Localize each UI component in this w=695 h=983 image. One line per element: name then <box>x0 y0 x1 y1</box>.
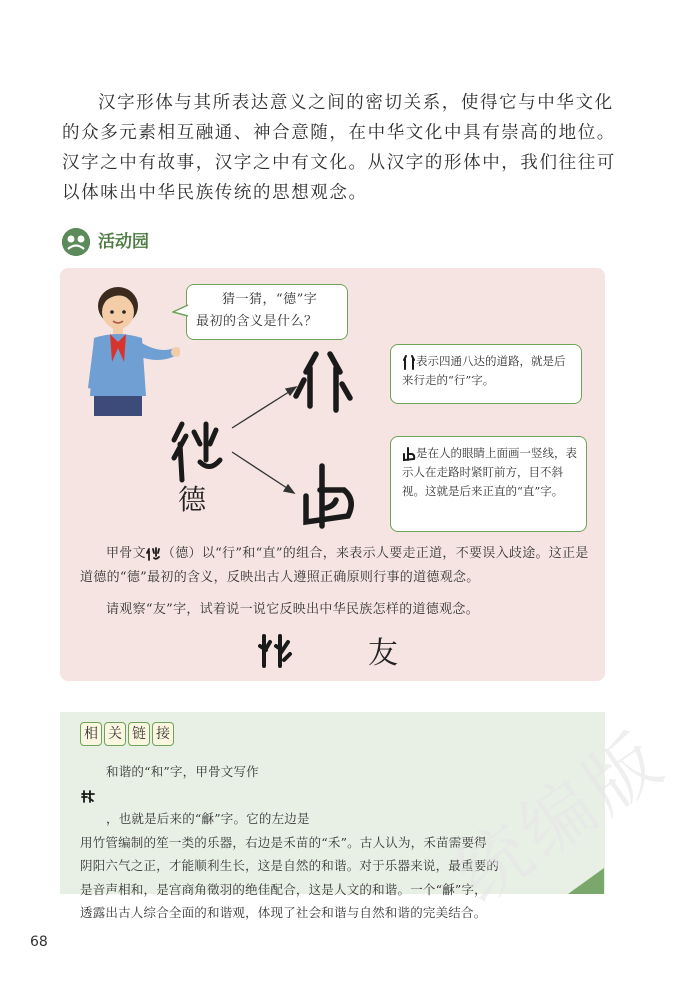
para1-suffix: （德）以“行”和“直”的组合，来表示人要走正道，不要误入歧途。这正是道德的“德”最初的含义，反映出古人遵照正确原则行事的道德观念。 <box>80 546 589 585</box>
activity-paragraph-1 <box>80 542 590 590</box>
intro-line-1: 汉字形体与其所表达意义之间的密切关系，使得它与中华文化 <box>98 93 614 113</box>
activity-icon <box>62 228 90 256</box>
activity-paragraph-2: 请观察“友”字，试着说一说它反映出中华民族怎样的道德观念。 <box>106 602 479 617</box>
title-char-3: 链 <box>128 722 150 746</box>
related-line-4: 是音声相和，是宫商角徵羽的绝佳配合，这是人文的和谐。一个“龢”字， <box>80 881 487 897</box>
zhi-explanation-text <box>402 444 580 501</box>
page-fold-corner <box>568 868 604 894</box>
oracle-de-glyph <box>174 424 220 480</box>
zhi-mini-glyph <box>402 446 416 462</box>
related-line-2: 用竹管编制的笙一类的乐器，右边是禾苗的“禾”。古人认为，禾苗需要得 <box>80 834 487 850</box>
de-mini-glyph <box>146 546 162 562</box>
intro-paragraph <box>62 88 622 208</box>
oracle-you-glyph <box>258 632 298 670</box>
xing-explanation: 表示四通八达的道路，就是后来行走的“行”字。 <box>402 354 566 387</box>
oracle-zhi-glyph <box>306 466 351 526</box>
intro-line-3: 汉字之中有故事，汉字之中有文化。从汉字的形体中，我们往往可 <box>62 153 616 173</box>
xing-explanation-text <box>402 352 576 390</box>
oracle-xing-glyph <box>296 354 350 410</box>
title-char-2: 关 <box>104 722 126 746</box>
page-number: 68 <box>30 934 48 950</box>
related-line1-suffix: ，也就是后来的“龢”字。它的左边是 <box>106 811 310 826</box>
zhi-explanation: 是在人的眼睛上面画一竖线，表示人在走路时紧盯前方，目不斜视。这就是后来正直的“直”字。 <box>402 446 577 498</box>
he-mini-glyph <box>80 788 96 804</box>
bubble-line-1: 猜一猜，“德”字 <box>222 292 318 307</box>
bubble-line-2: 最初的含义是什么？ <box>196 314 318 329</box>
you-character: 友 <box>368 636 398 671</box>
related-line-3: 阴阳六气之正，才能顺利生长，这是自然的和谐。对于乐器来说，最重要的 <box>80 858 500 873</box>
bubble-text <box>196 289 341 333</box>
intro-line-4: 以体味出中华民族传统的思想观念。 <box>62 183 368 203</box>
para1-prefix: 甲骨文 <box>106 546 146 561</box>
intro-line-2: 的众多元素相互融通、神合意随，在中华文化中具有崇高的地位。 <box>62 123 616 143</box>
related-line-5: 透露出古人综合全面的和谐观，体现了社会和谐与自然和谐的完美结合。 <box>80 905 487 920</box>
activity-title: 活动园 <box>98 232 149 252</box>
related-line1-prefix: 和谐的“和”字，甲骨文写作 <box>106 764 259 779</box>
xing-mini-glyph <box>402 354 416 370</box>
watermark: 统编版 <box>440 715 681 919</box>
de-character: 德 <box>178 483 207 516</box>
title-char-1: 相 <box>80 722 102 746</box>
bubble-tail <box>172 304 190 318</box>
title-char-4: 接 <box>152 722 174 746</box>
related-links-title <box>80 722 176 746</box>
